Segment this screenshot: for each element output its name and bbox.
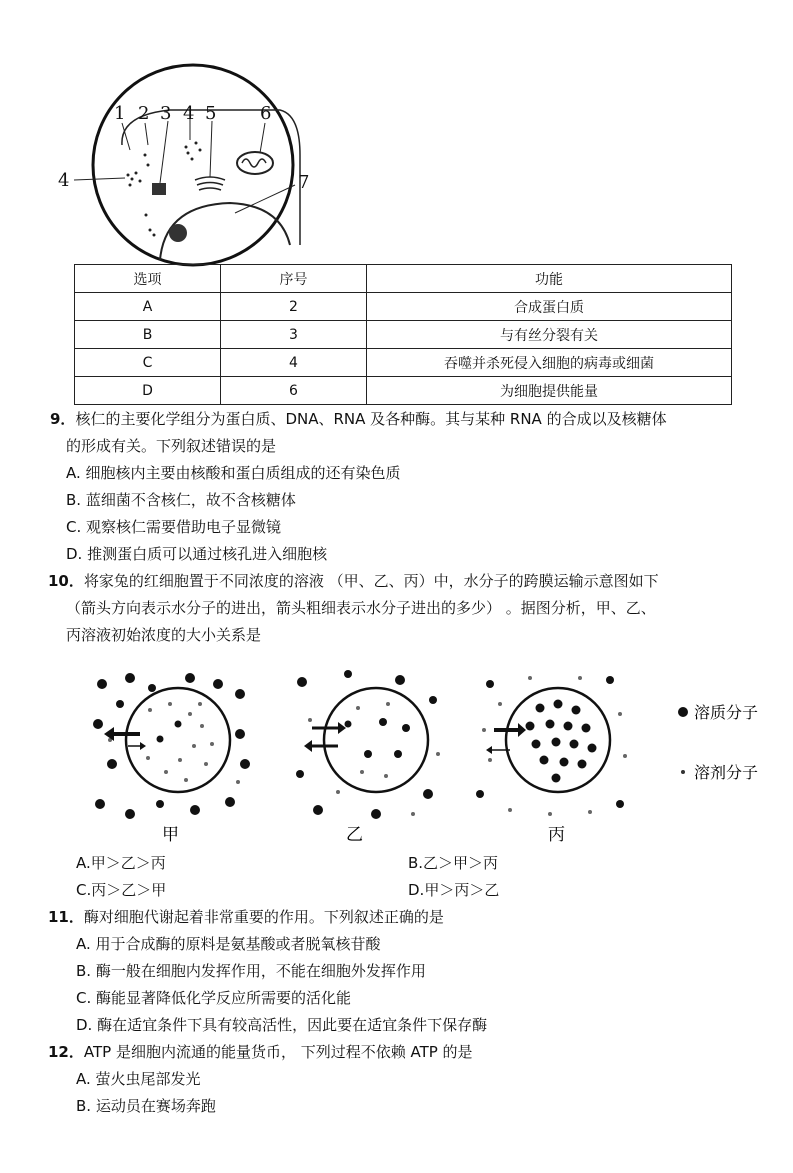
diagram-label-2: 2 bbox=[138, 103, 150, 124]
table-cell: C bbox=[75, 349, 221, 377]
table-cell: 2 bbox=[221, 293, 367, 321]
q11-option-c[interactable]: C. 酶能显著降低化学反应所需要的活化能 bbox=[76, 989, 352, 1007]
q9-option-a[interactable]: A. 细胞核内主要由核酸和蛋白质组成的还有染色质 bbox=[66, 464, 401, 482]
q12-number: 12． bbox=[48, 1043, 84, 1061]
diagram-label-1: 1 bbox=[114, 103, 126, 124]
table-cell: 与有丝分裂有关 bbox=[367, 321, 732, 349]
q11-option-d[interactable]: D. 酶在适宜条件下具有较高活性，因此要在适宜条件下保存酶 bbox=[76, 1016, 488, 1034]
q9-stem-text: 核仁的主要化学组分为蛋白质、DNA、RNA 及各种酶。其与某种 RNA 的合成以及核糖体 bbox=[75, 410, 667, 428]
q9-stem-line2: 的形成有关。下列叙述错误的是 bbox=[66, 437, 277, 455]
q10-stem-line2: （箭头方向表示水分子的进出，箭头粗细表示水分子进出的多少） 。据图分析，甲、乙、 bbox=[66, 599, 656, 617]
table-header: 功能 bbox=[367, 265, 732, 293]
fig-label-jia: 甲 bbox=[162, 825, 179, 845]
q11-number: 11． bbox=[48, 908, 84, 926]
table-header-row bbox=[75, 265, 732, 293]
table-row bbox=[75, 293, 732, 321]
q12-option-a[interactable]: A. 萤火虫尾部发光 bbox=[76, 1070, 201, 1088]
table-cell: 吞噬并杀死侵入细胞的病毒或细菌 bbox=[367, 349, 732, 377]
table-row bbox=[75, 321, 732, 349]
cell-structure-diagram bbox=[50, 55, 320, 270]
table-cell: A bbox=[75, 293, 221, 321]
diagram-label-3: 3 bbox=[160, 103, 172, 124]
diagram-label-7: 7 bbox=[298, 172, 310, 193]
table-header: 序号 bbox=[221, 265, 367, 293]
q9-stem-line1 bbox=[50, 406, 667, 432]
q10-option-b[interactable]: B.乙＞甲＞丙 bbox=[408, 854, 499, 872]
diagram-label-4: 4 bbox=[183, 103, 195, 124]
cell-bing bbox=[476, 676, 627, 816]
q10-stem-text: 将家兔的红细胞置于不同浓度的溶液 （甲、乙、丙）中，水分子的跨膜运输示意图如下 bbox=[83, 572, 659, 590]
legend-solvent-label: 溶剂分子 bbox=[694, 763, 759, 782]
cell-yi bbox=[296, 670, 440, 819]
table-row bbox=[75, 349, 732, 377]
q10-option-a[interactable]: A.甲＞乙＞丙 bbox=[76, 854, 166, 872]
legend-solute-label: 溶质分子 bbox=[694, 703, 759, 722]
legend-solute-icon bbox=[678, 707, 688, 717]
legend-solvent-icon bbox=[681, 770, 685, 774]
q12-option-b[interactable]: B. 运动员在赛场奔跑 bbox=[76, 1097, 216, 1115]
q11-stem-text: 酶对细胞代谢起着非常重要的作用。下列叙述正确的是 bbox=[83, 908, 444, 926]
q12-stem-text: ATP 是细胞内流通的能量货币， 下列过程不依赖 ATP 的是 bbox=[83, 1043, 473, 1061]
q10-option-d[interactable]: D.甲＞丙＞乙 bbox=[408, 881, 500, 899]
fig-label-yi: 乙 bbox=[346, 825, 363, 845]
table-row bbox=[75, 377, 732, 405]
q10-number: 10． bbox=[48, 572, 84, 590]
table-cell: 合成蛋白质 bbox=[367, 293, 732, 321]
q11-option-a[interactable]: A. 用于合成酶的原料是氨基酸或者脱氧核苷酸 bbox=[76, 935, 381, 953]
diagram-label-4b: 4 bbox=[58, 170, 70, 191]
table-cell: 为细胞提供能量 bbox=[367, 377, 732, 405]
fig-label-bing: 丙 bbox=[548, 825, 565, 845]
table-header: 选项 bbox=[75, 265, 221, 293]
q10-option-c[interactable]: C.丙＞乙＞甲 bbox=[76, 881, 167, 899]
q9-option-c[interactable]: C. 观察核仁需要借助电子显微镜 bbox=[66, 518, 282, 536]
q10-stem-line1 bbox=[48, 568, 659, 594]
q12-stem bbox=[48, 1039, 473, 1065]
table-cell: 3 bbox=[221, 321, 367, 349]
osmosis-diagram bbox=[90, 664, 780, 854]
table-cell: 6 bbox=[221, 377, 367, 405]
table-cell: B bbox=[75, 321, 221, 349]
diagram-label-6: 6 bbox=[260, 103, 272, 124]
q9-option-d[interactable]: D. 推测蛋白质可以通过核孔进入细胞核 bbox=[66, 545, 328, 563]
q9-option-b[interactable]: B. 蓝细菌不含核仁，故不含核糖体 bbox=[66, 491, 296, 509]
cell-jia bbox=[93, 673, 250, 819]
diagram-label-5: 5 bbox=[205, 103, 217, 124]
q10-stem-line3: 丙溶液初始浓度的大小关系是 bbox=[66, 626, 262, 644]
q9-number: 9． bbox=[50, 410, 76, 428]
table-cell: 4 bbox=[221, 349, 367, 377]
table-cell: D bbox=[75, 377, 221, 405]
options-table bbox=[74, 264, 732, 405]
q11-option-b[interactable]: B. 酶一般在细胞内发挥作用，不能在细胞外发挥作用 bbox=[76, 962, 426, 980]
q11-stem bbox=[48, 904, 444, 930]
